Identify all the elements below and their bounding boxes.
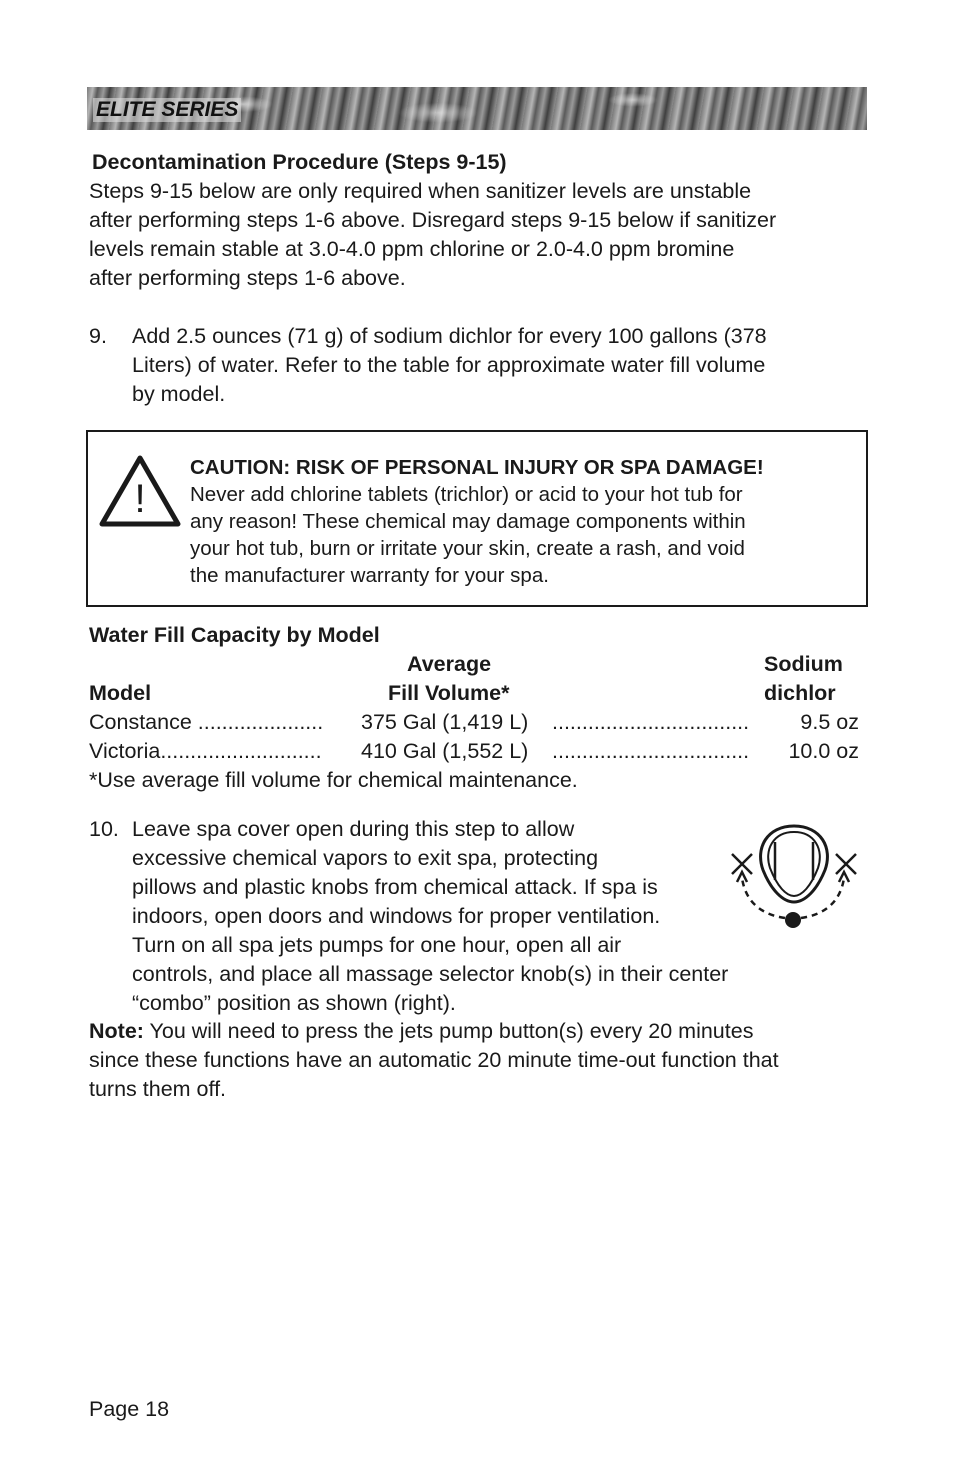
header-avg-bottom: Fill Volume*	[388, 681, 510, 705]
table-title: Water Fill Capacity by Model	[89, 623, 380, 647]
note-first-line	[89, 1017, 753, 1046]
warning-glyph: !	[134, 477, 146, 521]
fill-volume: 410 Gal (1,552 L)	[361, 739, 529, 763]
step-line: Add 2.5 ounces (71 g) of sodium dichlor for every 100 gallons (378	[132, 324, 767, 348]
header-model: Model	[89, 681, 152, 705]
step-line: “combo” position as shown (right).	[132, 991, 456, 1015]
table-footnote: *Use average fill volume for chemical maintenance.	[89, 768, 578, 792]
step-line: controls, and place all massage selector knob(s) in their center	[132, 962, 729, 986]
note-label: Note:	[89, 1019, 144, 1043]
caution-line: any reason! These chemical may damage components within	[190, 510, 746, 533]
fill-volume: 375 Gal (1,419 L)	[361, 710, 529, 734]
step-line: by model.	[132, 382, 226, 406]
series-label: ELITE SERIES	[93, 98, 241, 122]
intro-line: levels remain stable at 3.0-4.0 ppm chlorine or 2.0-4.0 ppm bromine	[89, 237, 735, 261]
step-line: indoors, open doors and windows for proper ventilation.	[132, 904, 661, 928]
intro-line: Steps 9-15 below are only required when sanitizer levels are unstable	[89, 179, 752, 203]
note-line: turns them off.	[89, 1077, 227, 1101]
header-sodium-bottom: dichlor	[764, 681, 836, 705]
step-line: Leave spa cover open during this step to allow	[132, 817, 575, 841]
step-line: Turn on all spa jets pumps for one hour, open all air	[132, 933, 622, 957]
step-number: 10.	[89, 817, 119, 841]
leader-dots: .....................	[191, 710, 324, 734]
caution-line: the manufacturer warranty for your spa.	[190, 564, 549, 587]
table-row	[89, 737, 859, 766]
note-line: since these functions have an automatic 20 minute time-out function that	[89, 1048, 779, 1072]
model-name: Constance	[89, 710, 192, 734]
step-line: excessive chemical vapors to exit spa, protecting	[132, 846, 599, 870]
intro-line: after performing steps 1-6 above. Disregard steps 9-15 below if sanitizer	[89, 208, 777, 232]
intro-line: after performing steps 1-6 above.	[89, 266, 406, 290]
dichlor-dose: 10.0 oz	[788, 739, 859, 763]
header-avg-top: Average	[407, 652, 492, 676]
massage-selector-knob-icon	[727, 820, 861, 930]
caution-line: Never add chlorine tablets (trichlor) or acid to your hot tub for	[190, 483, 743, 506]
table-row	[89, 708, 859, 737]
step-number: 9.	[89, 324, 107, 348]
leader-dots: ...........................	[160, 739, 322, 763]
note-text: You will need to press the jets pump button(s) every 20 minutes	[143, 1019, 754, 1043]
step-line: pillows and plastic knobs from chemical attack. If spa is	[132, 875, 658, 899]
caution-heading: CAUTION: RISK OF PERSONAL INJURY OR SPA DAMAGE!	[190, 456, 764, 479]
caution-line: your hot tub, burn or irritate your skin, create a rash, and void	[190, 537, 745, 560]
series-banner	[87, 87, 867, 130]
model-name: Victoria	[89, 739, 161, 763]
warning-triangle-icon	[98, 454, 182, 528]
leader-dots: .................................	[552, 739, 750, 763]
dichlor-dose: 9.5 oz	[800, 710, 859, 734]
page-number: Page 18	[89, 1397, 170, 1421]
section-title: Decontamination Procedure (Steps 9-15)	[92, 150, 507, 174]
caution-text	[190, 454, 764, 589]
caution-box	[86, 430, 868, 607]
leader-dots: .................................	[552, 710, 750, 734]
step-line: Liters) of water. Refer to the table for approximate water fill volume	[132, 353, 766, 377]
header-sodium-top: Sodium	[764, 652, 843, 676]
